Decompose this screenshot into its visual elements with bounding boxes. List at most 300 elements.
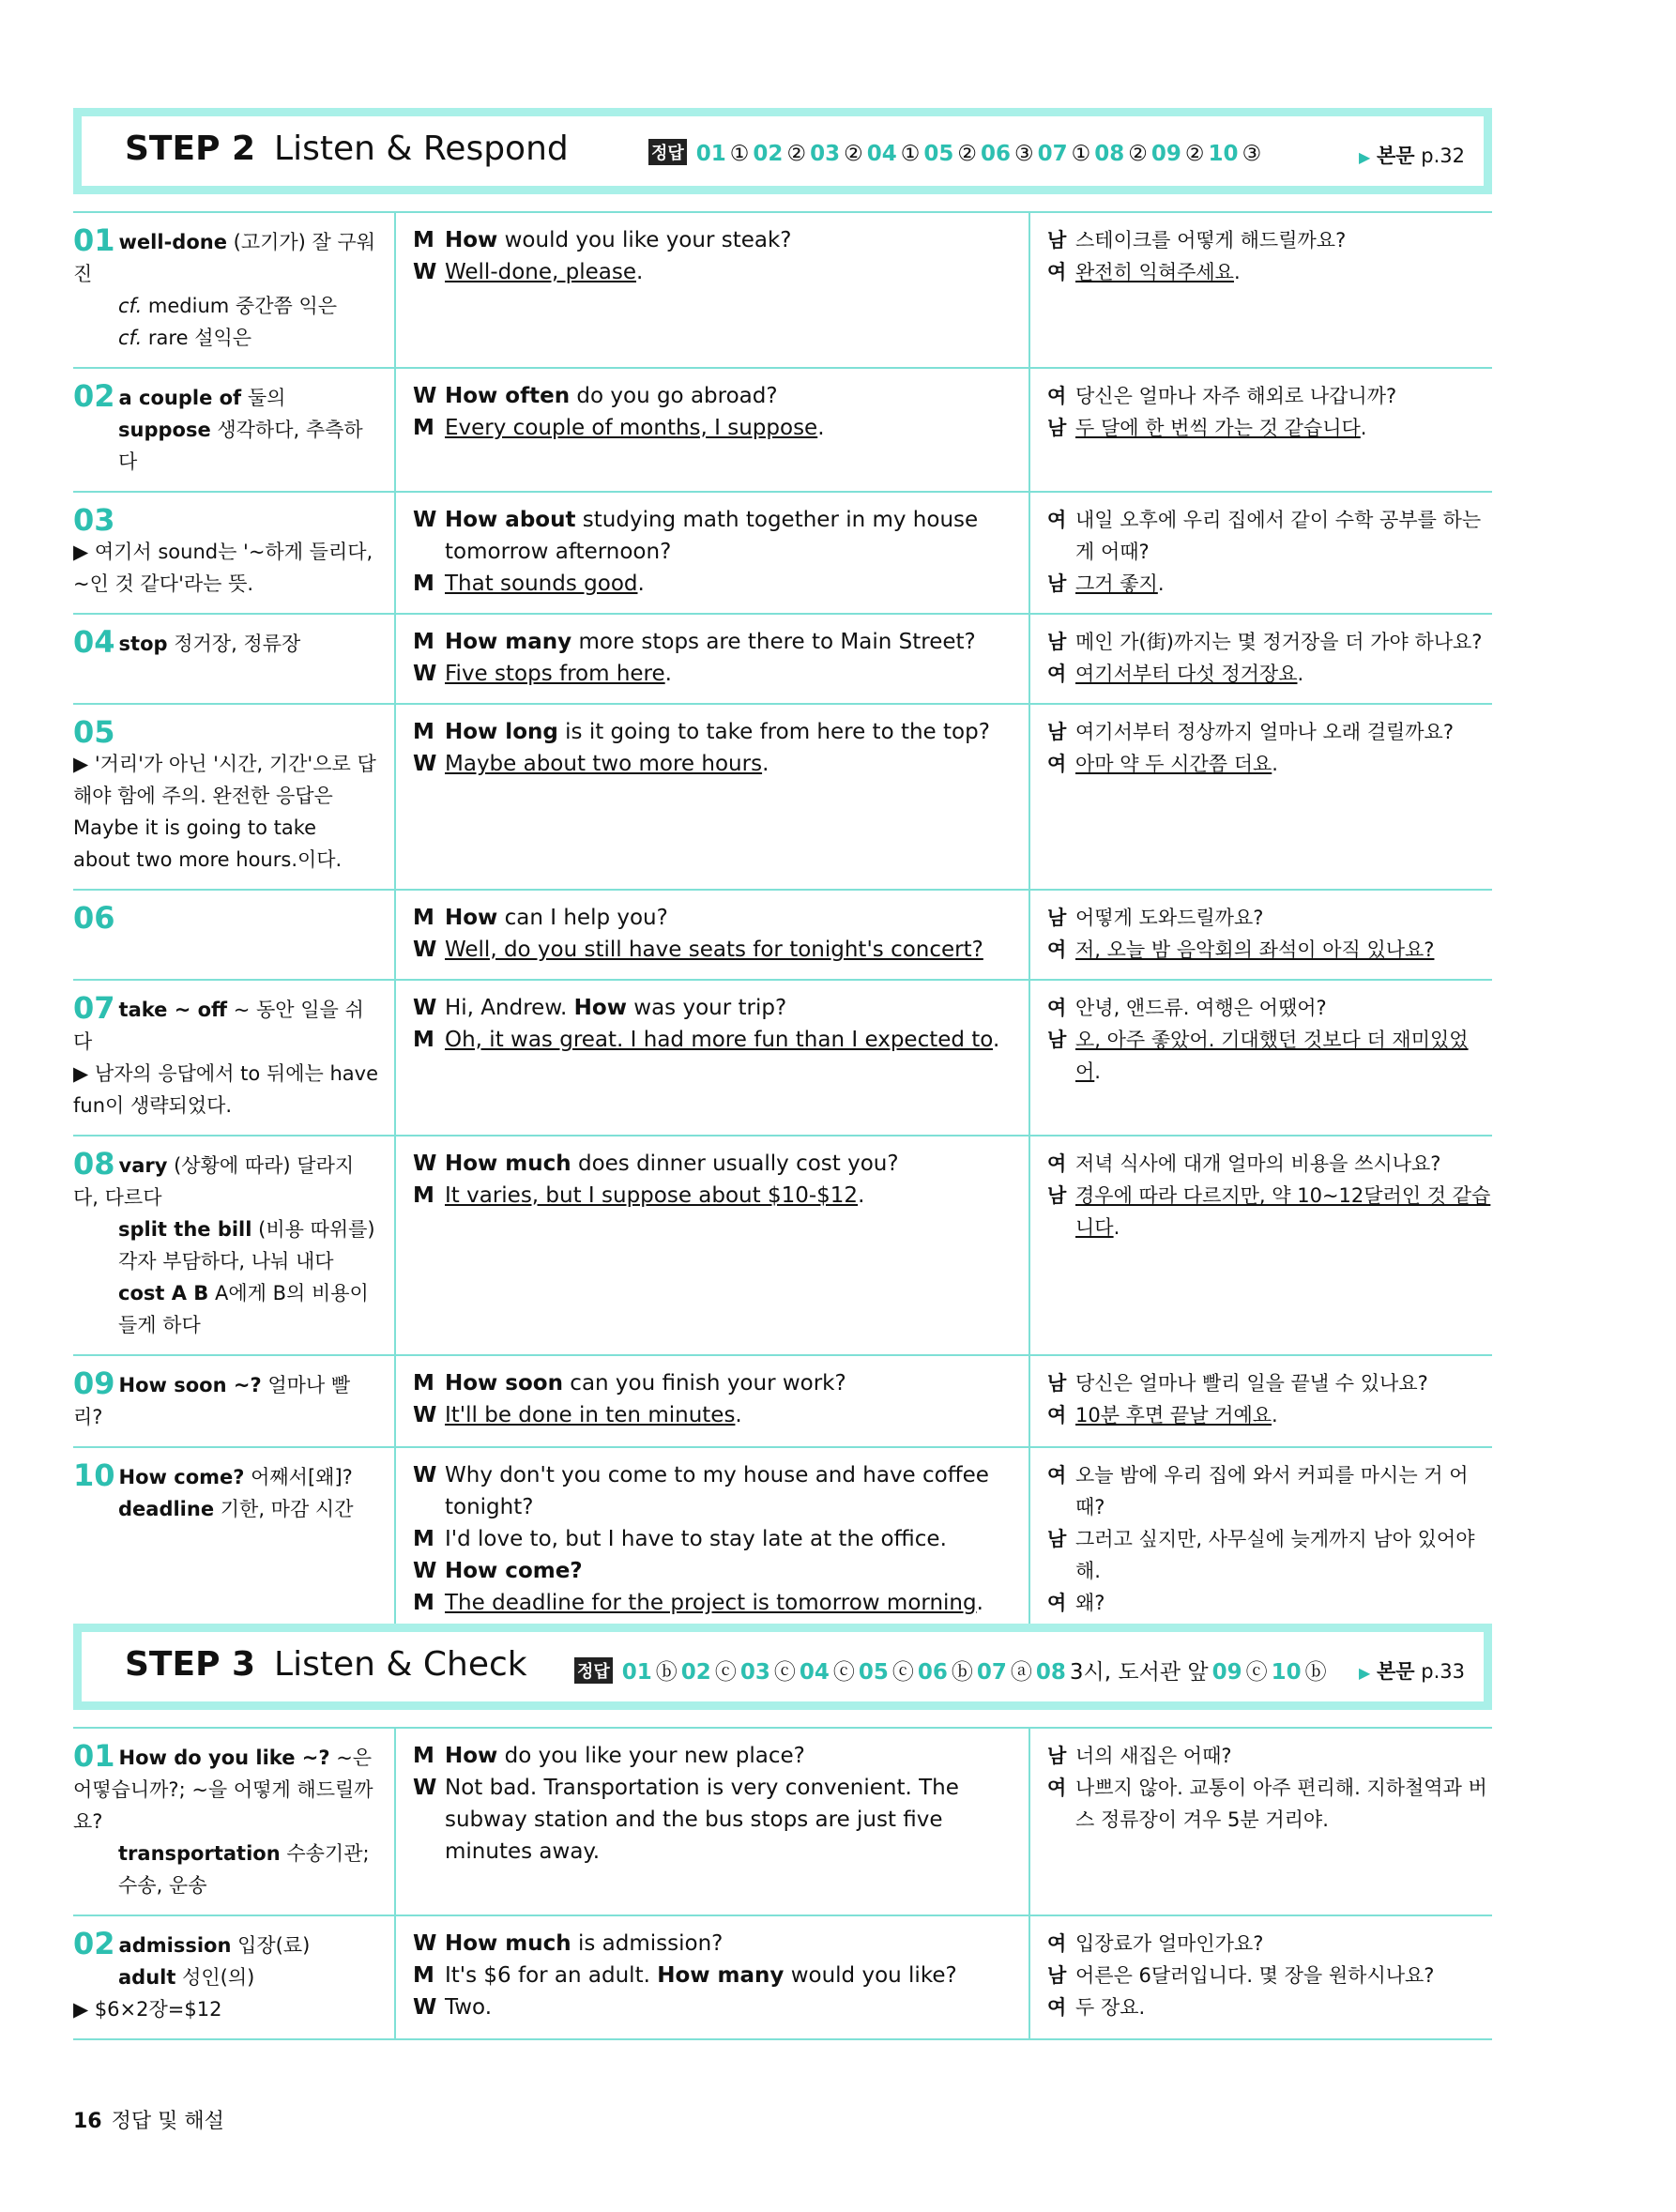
speaker-label: 여 (1047, 261, 1067, 283)
dialogue-line (413, 1024, 1015, 1056)
translation-text: 안녕, 앤드류. 여행은 어땠어? (1075, 997, 1327, 1019)
speaker-label: W (413, 260, 437, 284)
dialogue-text: Five stops from here. (445, 662, 672, 686)
dialogue-line (413, 1772, 1015, 1868)
answer-label-badge: 정답 (648, 139, 687, 165)
answer-number: 07 (1037, 142, 1068, 166)
speaker-label: M (413, 1591, 434, 1615)
dialogue-row (73, 1136, 1492, 1355)
vocab-notes-cell (73, 980, 395, 1136)
step3-page-ref (1359, 1656, 1465, 1685)
translation-line (1047, 1180, 1492, 1243)
translation-text: 저녁 식사에 대개 얼마의 비용을 쓰시나요? (1075, 1152, 1441, 1175)
korean-translation-cell (1029, 1728, 1492, 1915)
vocab-notes-cell (73, 614, 395, 704)
dialogue-text: It'll be done in ten minutes. (445, 1403, 742, 1427)
vocab-note: ▶ '거리'가 아닌 '시간, 기간'으로 답해야 함에 주의. 완전한 응답은 Maybe it is going to take about two more hours.이다. (73, 753, 376, 871)
triangle-icon: ▶ (1359, 1664, 1371, 1682)
translation-text: 여기서부터 정상까지 얼마나 오래 걸릴까요? (1075, 721, 1454, 743)
speaker-label: 남 (1047, 907, 1067, 929)
dialogue-text: Well-done, please. (445, 260, 644, 284)
vocab-note: admission 입장(료) (118, 1934, 311, 1957)
speaker-label: W (413, 1152, 437, 1176)
answer-number: 02 (753, 142, 784, 166)
vocab-note: split the bill (비용 따위를) 각자 부담하다, 나눠 내다 (118, 1218, 375, 1273)
ref-page: p.32 (1421, 145, 1465, 167)
dialogue-text: How soon can you finish your work? (445, 1371, 846, 1396)
answer-value: ⓒ (714, 1660, 737, 1685)
answer-value: ② (844, 142, 863, 166)
speaker-label: 여 (1047, 1777, 1067, 1799)
translation-text: 메인 가(街)까지는 몇 정거장을 더 가야 하나요? (1075, 631, 1483, 653)
translation-text: 아마 약 두 시간쯤 더요. (1075, 753, 1278, 775)
korean-translation-cell (1029, 1136, 1492, 1355)
vocab-note: ▶ $6×2장=$12 (73, 1998, 222, 2021)
speaker-label: 남 (1047, 1029, 1067, 1051)
dialogue-text: How would you like your steak? (445, 228, 792, 252)
answer-value: ⓒ (891, 1660, 914, 1685)
step3-header (73, 1624, 1492, 1710)
translation-line (1047, 224, 1492, 256)
speaker-label: M (413, 1371, 434, 1396)
dialogue-line (413, 1399, 1015, 1431)
question-number: 10 (73, 1457, 115, 1493)
speaker-label: W (413, 662, 437, 686)
speaker-label: 남 (1047, 631, 1067, 653)
question-number: 04 (73, 624, 115, 660)
step2-title (125, 130, 569, 168)
answer-value: ② (786, 142, 807, 166)
dialogue-text: I'd love to, but I have to stay late at the office. (445, 1527, 947, 1551)
translation-line (1047, 626, 1492, 658)
korean-translation-cell (1029, 1355, 1492, 1447)
dialogue-text: Oh, it was great. I had more fun than I expected to. (445, 1028, 1000, 1052)
speaker-label: W (413, 1559, 437, 1583)
answer-value: ① (1071, 142, 1091, 166)
vocab-note: cost A B A에게 B의 비용이 들게 하다 (118, 1282, 369, 1336)
speaker-label: 여 (1047, 938, 1067, 961)
translation-line (1047, 256, 1492, 288)
speaker-label: 남 (1047, 1184, 1067, 1207)
answer-number: 08 (1035, 1660, 1066, 1685)
translation-text: 경우에 따라 다르지만, 약 10~12달러인 것 같습니다. (1075, 1184, 1491, 1239)
answer-number: 05 (923, 142, 954, 166)
dialogue-line (413, 412, 1015, 444)
dialogue-text: It varies, but I suppose about $10-$12. (445, 1183, 865, 1208)
translation-text: 오, 아주 좋았어. 기대했던 것보다 더 재미있었어. (1075, 1029, 1469, 1083)
answer-value: ⓑ (951, 1660, 973, 1685)
dialogue-text: Maybe about two more hours. (445, 752, 769, 776)
speaker-label: W (413, 1776, 437, 1800)
question-number: 07 (73, 990, 115, 1026)
dialogue-text: Not bad. Transportation is very convenient. The subway station and the bus stops are just five minutes away. (445, 1776, 959, 1864)
answer-number: 06 (917, 1660, 948, 1685)
answer-number: 01 (621, 1660, 652, 1685)
vocab-note: How do you like ~? ~은 어떻습니까?; ~을 어떻게 해드릴까요? (73, 1747, 373, 1833)
english-dialogue-cell (395, 1355, 1029, 1447)
translation-line (1047, 380, 1492, 412)
speaker-label: M (413, 1963, 434, 1988)
dialogue-line (413, 1459, 1015, 1523)
dialogue-line (413, 934, 1015, 966)
speaker-label: 남 (1047, 1372, 1067, 1395)
answer-number: 04 (799, 1660, 830, 1685)
step2-dialogue-table (73, 211, 1492, 1666)
answer-label-badge: 정답 (574, 1657, 613, 1684)
answer-value: ⓒ (832, 1660, 855, 1685)
korean-translation-cell (1029, 980, 1492, 1136)
translation-line (1047, 1024, 1492, 1088)
dialogue-row (73, 492, 1492, 614)
dialogue-text: How do you like your new place? (445, 1744, 805, 1768)
step2-answer-key (648, 139, 1261, 166)
step3-title-text: Listen & Check (274, 1645, 527, 1684)
vocab-note: cf. rare 설익은 (118, 327, 252, 349)
speaker-label: M (413, 720, 434, 744)
dialogue-text: How often do you go abroad? (445, 384, 778, 408)
speaker-label: W (413, 1403, 437, 1427)
speaker-label: 여 (1047, 1996, 1067, 2019)
translation-text: 완전히 익혀주세요. (1075, 261, 1241, 283)
vocab-notes-cell (73, 890, 395, 980)
answer-value: ⓑ (655, 1660, 678, 1685)
step2-label: STEP 2 (125, 130, 256, 168)
dialogue-line (413, 1367, 1015, 1399)
dialogue-row (73, 890, 1492, 980)
vocab-note: deadline 기한, 마감 시간 (118, 1498, 354, 1520)
dialogue-line (413, 504, 1015, 568)
vocab-note: stop 정거장, 정류장 (118, 633, 301, 655)
dialogue-line (413, 716, 1015, 748)
step3-answer-key (574, 1655, 1327, 1686)
dialogue-text: How come? (445, 1559, 583, 1583)
korean-translation-cell (1029, 704, 1492, 890)
translation-line (1047, 1399, 1492, 1431)
speaker-label: W (413, 1463, 437, 1487)
footer-label: 정답 및 해설 (111, 2110, 224, 2133)
question-number: 01 (73, 222, 115, 258)
vocab-notes-cell (73, 492, 395, 614)
translation-line (1047, 1991, 1492, 2023)
speaker-label: W (413, 938, 437, 962)
answer-value: ① (900, 142, 921, 166)
dialogue-line (413, 1991, 1015, 2023)
speaker-label: 여 (1047, 509, 1067, 531)
vocab-notes-cell (73, 1915, 395, 2039)
vocab-note: a couple of 둘의 (118, 387, 286, 409)
speaker-label: M (413, 1183, 434, 1208)
vocab-note: suppose 생각하다, 추측하다 (118, 419, 363, 473)
dialogue-line (413, 380, 1015, 412)
dialogue-text: How many more stops are there to Main Street? (445, 630, 976, 654)
english-dialogue-cell (395, 1728, 1029, 1915)
answer-number: 03 (810, 142, 841, 166)
vocab-note: well-done (고기가) 잘 구워진 (73, 231, 376, 285)
vocab-notes-cell (73, 212, 395, 368)
answer-number: 06 (980, 142, 1011, 166)
vocab-notes-cell (73, 368, 395, 492)
translation-line (1047, 568, 1492, 600)
english-dialogue-cell (395, 368, 1029, 492)
translation-line (1047, 748, 1492, 780)
dialogue-line (413, 1587, 1015, 1619)
translation-text: 당신은 얼마나 빨리 일을 끝낼 수 있나요? (1075, 1372, 1428, 1395)
speaker-label: 여 (1047, 1592, 1067, 1614)
dialogue-line (413, 1523, 1015, 1555)
english-dialogue-cell (395, 1136, 1029, 1355)
translation-text: 10분 후면 끝날 거예요. (1075, 1404, 1278, 1426)
dialogue-line (413, 1960, 1015, 1991)
dialogue-text: It's $6 for an adult. How many would you like? (445, 1963, 957, 1988)
vocab-note: How soon ~? 얼마나 빨리? (73, 1374, 351, 1428)
dialogue-line (413, 658, 1015, 690)
vocab-notes-cell (73, 1728, 395, 1915)
speaker-label: 여 (1047, 753, 1067, 775)
answer-value: ⓒ (1245, 1660, 1268, 1685)
question-number: 09 (73, 1365, 115, 1401)
translation-text: 저, 오늘 밤 음악회의 좌석이 아직 있나요? (1075, 938, 1435, 961)
dialogue-line (413, 1740, 1015, 1772)
vocab-note: transportation 수송기관; 수송, 운송 (118, 1842, 370, 1897)
korean-translation-cell (1029, 890, 1492, 980)
translation-line (1047, 1587, 1492, 1619)
translation-text: 왜? (1075, 1592, 1105, 1614)
dialogue-row (73, 704, 1492, 890)
translation-text: 그거 좋지. (1075, 572, 1165, 595)
translation-line (1047, 1523, 1492, 1587)
dialogue-text: Every couple of months, I suppose. (445, 416, 825, 440)
dialogue-line (413, 1928, 1015, 1960)
question-number: 03 (73, 502, 115, 538)
dialogue-text: Two. (445, 1995, 493, 2020)
answer-value: ② (1184, 142, 1205, 166)
translation-text: 두 달에 한 번씩 가는 것 같습니다. (1075, 417, 1367, 439)
answer-value: ⓐ (1010, 1660, 1032, 1685)
speaker-label: W (413, 996, 437, 1020)
speaker-label: M (413, 1527, 434, 1551)
question-number: 01 (73, 1738, 115, 1774)
speaker-label: M (413, 1744, 434, 1768)
speaker-label: W (413, 508, 437, 532)
dialogue-line (413, 992, 1015, 1024)
answer-number: 09 (1150, 142, 1181, 166)
answer-number: 02 (680, 1660, 711, 1685)
translation-text: 내일 오후에 우리 집에서 같이 수학 공부를 하는 게 어때? (1075, 509, 1482, 563)
speaker-label: 여 (1047, 663, 1067, 685)
korean-translation-cell (1029, 492, 1492, 614)
translation-line (1047, 992, 1492, 1024)
dialogue-row (73, 368, 1492, 492)
ref-label: 본문 (1377, 145, 1415, 167)
dialogue-line (413, 224, 1015, 256)
vocab-note: vary (상황에 따라) 달라지다, 다르다 (73, 1154, 355, 1209)
speaker-label: M (413, 630, 434, 654)
translation-text: 그러고 싶지만, 사무실에 늦게까지 남아 있어야 해. (1075, 1528, 1475, 1582)
vocab-note: cf. medium 중간쯤 익은 (118, 295, 338, 317)
english-dialogue-cell (395, 1915, 1029, 2039)
speaker-label: 여 (1047, 385, 1067, 407)
answer-number: 04 (866, 142, 897, 166)
dialogue-line (413, 902, 1015, 934)
dialogue-line (413, 626, 1015, 658)
ref-label: 본문 (1377, 1660, 1415, 1683)
translation-line (1047, 1960, 1492, 1991)
vocab-notes-cell (73, 704, 395, 890)
answer-number: 08 (1094, 142, 1125, 166)
speaker-label: 남 (1047, 1528, 1067, 1550)
translation-text: 입장료가 얼마인가요? (1075, 1932, 1264, 1955)
step2-page-ref (1359, 141, 1465, 169)
speaker-label: 여 (1047, 1932, 1067, 1955)
speaker-label: 여 (1047, 1152, 1067, 1175)
vocab-notes-cell (73, 1136, 395, 1355)
vocab-note: adult 성인(의) (118, 1966, 255, 1989)
answer-value: ① (729, 142, 750, 166)
answer-value: ③ (1014, 142, 1034, 166)
speaker-label: 여 (1047, 1464, 1067, 1487)
english-dialogue-cell (395, 890, 1029, 980)
answer-number: 07 (976, 1660, 1007, 1685)
speaker-label: M (413, 906, 434, 930)
answer-value: ⓒ (773, 1660, 796, 1685)
step2-header (73, 108, 1492, 194)
translation-line (1047, 934, 1492, 966)
translation-line (1047, 1459, 1492, 1523)
translation-line (1047, 1928, 1492, 1960)
dialogue-row (73, 1355, 1492, 1447)
answer-value: ② (957, 142, 977, 166)
answer-number: 09 (1211, 1660, 1242, 1685)
dialogue-text: How much does dinner usually cost you? (445, 1152, 899, 1176)
dialogue-line (413, 568, 1015, 600)
dialogue-text: How long is it going to take from here to the top? (445, 720, 990, 744)
question-number: 02 (73, 1926, 115, 1961)
translation-text: 여기서부터 다섯 정거장요. (1075, 663, 1304, 685)
english-dialogue-cell (395, 704, 1029, 890)
dialogue-text: How much is admission? (445, 1931, 724, 1956)
vocab-notes-cell (73, 1355, 395, 1447)
answer-number: 05 (858, 1660, 889, 1685)
question-number: 06 (73, 900, 115, 936)
translation-line (1047, 902, 1492, 934)
translation-text: 당신은 얼마나 자주 해외로 나갑니까? (1075, 385, 1397, 407)
speaker-label: W (413, 1931, 437, 1956)
triangle-icon: ▶ (1359, 148, 1371, 166)
answer-value: 3시, 도서관 앞 (1069, 1660, 1209, 1685)
question-number: 05 (73, 714, 115, 750)
vocab-note: How come? 어째서[왜]? (118, 1466, 353, 1488)
speaker-label: 남 (1047, 229, 1067, 252)
dialogue-row (73, 980, 1492, 1136)
speaker-label: 여 (1047, 997, 1067, 1019)
translation-text: 스테이크를 어떻게 해드릴까요? (1075, 229, 1347, 252)
answer-number: 10 (1208, 142, 1239, 166)
speaker-label: 남 (1047, 1964, 1067, 1987)
translation-line (1047, 1772, 1492, 1836)
translation-text: 너의 새집은 어때? (1075, 1745, 1232, 1767)
dialogue-row (73, 614, 1492, 704)
translation-line (1047, 1148, 1492, 1180)
english-dialogue-cell (395, 980, 1029, 1136)
answer-number: 10 (1271, 1660, 1302, 1685)
question-number: 02 (73, 378, 115, 414)
vocab-note: ▶ 여기서 sound는 '~하게 들리다, ~인 것 같다'라는 뜻. (73, 541, 373, 595)
korean-translation-cell (1029, 212, 1492, 368)
translation-text: 오늘 밤에 우리 집에 와서 커피를 마시는 거 어때? (1075, 1464, 1469, 1518)
answer-value: ⓑ (1304, 1660, 1327, 1685)
translation-text: 나쁘지 않아. 교통이 아주 편리해. 지하철역과 버스 정류장이 겨우 5분 거리야. (1075, 1777, 1487, 1831)
translation-line (1047, 716, 1492, 748)
dialogue-text: The deadline for the project is tomorrow morning. (445, 1591, 983, 1615)
translation-line (1047, 1740, 1492, 1772)
korean-translation-cell (1029, 1915, 1492, 2039)
speaker-label: 남 (1047, 721, 1067, 743)
speaker-label: W (413, 1995, 437, 2020)
speaker-label: 남 (1047, 417, 1067, 439)
speaker-label: 남 (1047, 1745, 1067, 1767)
vocab-note: take ~ off ~ 동안 일을 쉬다 (73, 999, 364, 1053)
dialogue-text: That sounds good. (445, 572, 645, 596)
english-dialogue-cell (395, 212, 1029, 368)
speaker-label: M (413, 572, 434, 596)
question-number: 08 (73, 1146, 115, 1182)
dialogue-line (413, 1555, 1015, 1587)
dialogue-text: How about studying math together in my house tomorrow afternoon? (445, 508, 979, 564)
dialogue-text: How can I help you? (445, 906, 668, 930)
translation-line (1047, 504, 1492, 568)
dialogue-text: Well, do you still have seats for tonight's concert? (445, 938, 983, 962)
translation-line (1047, 412, 1492, 444)
vocab-note: ▶ 남자의 응답에서 to 뒤에는 have fun이 생략되었다. (73, 1062, 378, 1117)
step3-title (125, 1645, 527, 1684)
answer-value: ② (1128, 142, 1148, 166)
speaker-label: W (413, 752, 437, 776)
english-dialogue-cell (395, 614, 1029, 704)
translation-line (1047, 1367, 1492, 1399)
speaker-label: M (413, 1028, 434, 1052)
step2-title-text: Listen & Respond (274, 130, 569, 168)
dialogue-line (413, 256, 1015, 288)
dialogue-text: Hi, Andrew. How was your trip? (445, 996, 787, 1020)
translation-text: 어떻게 도와드릴까요? (1075, 907, 1264, 929)
dialogue-row (73, 212, 1492, 368)
answer-value: ③ (1242, 142, 1262, 166)
korean-translation-cell (1029, 614, 1492, 704)
dialogue-text: Why don't you come to my house and have coffee tonight? (445, 1463, 989, 1519)
speaker-label: M (413, 228, 434, 252)
dialogue-row (73, 1728, 1492, 1915)
page-number: 16 (73, 2110, 102, 2133)
speaker-label: W (413, 384, 437, 408)
step3-label: STEP 3 (125, 1645, 256, 1684)
korean-translation-cell (1029, 368, 1492, 492)
page-footer (73, 2105, 224, 2134)
dialogue-line (413, 1180, 1015, 1212)
translation-text: 두 장요. (1075, 1996, 1146, 2019)
answer-number: 03 (739, 1660, 770, 1685)
speaker-label: 남 (1047, 572, 1067, 595)
translation-text: 어른은 6달러입니다. 몇 장을 원하시나요? (1075, 1964, 1435, 1987)
dialogue-line (413, 1148, 1015, 1180)
dialogue-row (73, 1915, 1492, 2039)
speaker-label: 여 (1047, 1404, 1067, 1426)
answer-number: 01 (695, 142, 726, 166)
step3-dialogue-table (73, 1727, 1492, 2040)
english-dialogue-cell (395, 492, 1029, 614)
translation-line (1047, 658, 1492, 690)
dialogue-line (413, 748, 1015, 780)
ref-page: p.33 (1421, 1660, 1465, 1683)
